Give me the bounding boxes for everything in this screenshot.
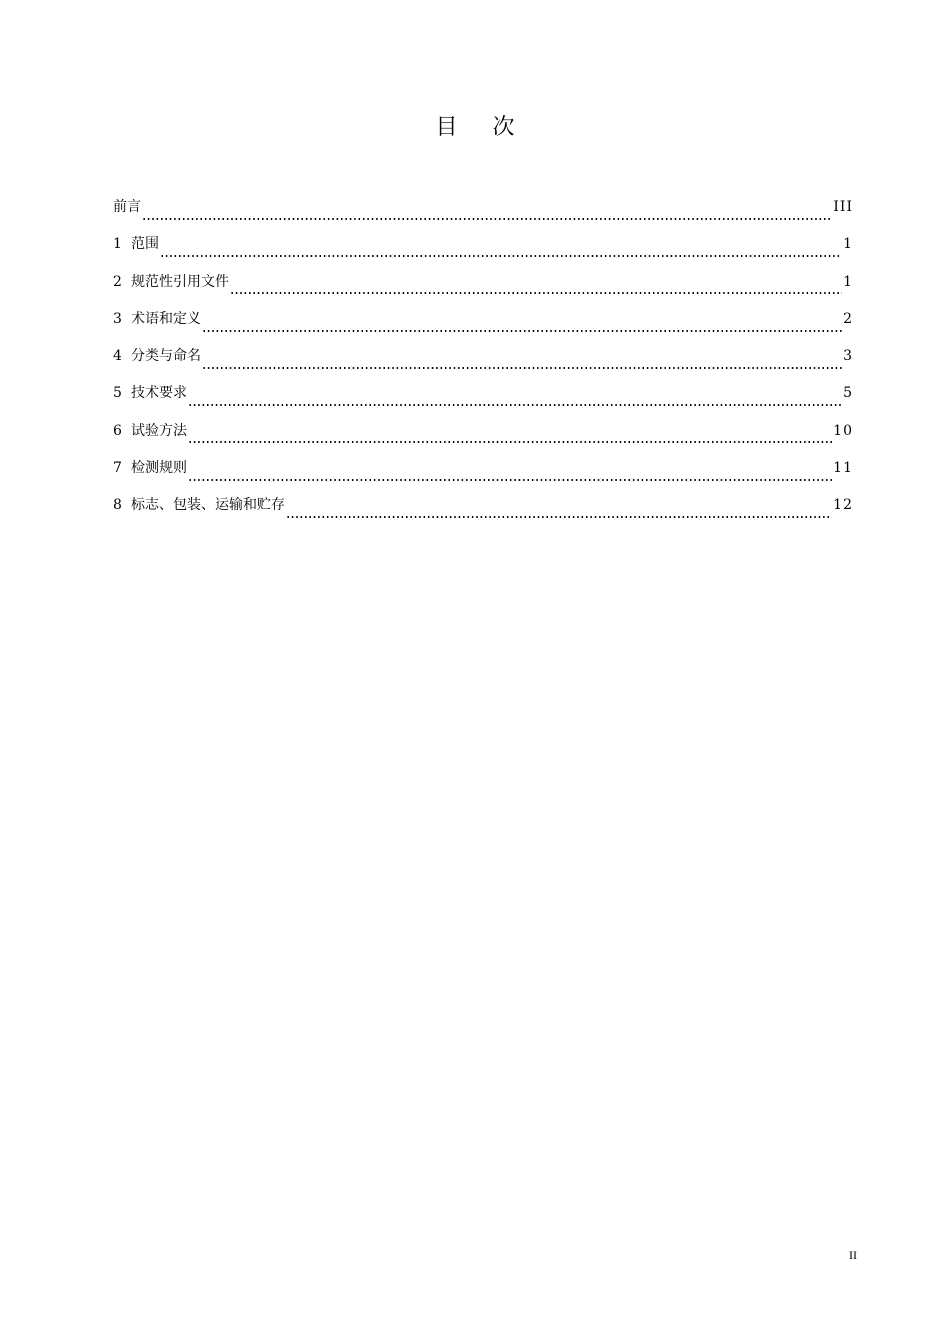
toc-entry-page: 1 bbox=[843, 273, 853, 290]
toc-entry-number: 4 bbox=[113, 348, 122, 365]
toc-entry-preface[interactable] bbox=[113, 197, 853, 234]
dot-leader bbox=[230, 292, 842, 294]
toc-entry-page: 2 bbox=[843, 310, 853, 327]
dot-leader bbox=[160, 255, 842, 257]
page-number: II bbox=[849, 1248, 857, 1262]
toc-entry-number: 6 bbox=[113, 422, 122, 439]
dot-leader bbox=[286, 516, 832, 518]
page-title: 目 次 bbox=[435, 115, 529, 140]
dot-leader bbox=[188, 441, 832, 443]
toc-entry-label: 规范性引用文件 bbox=[131, 273, 229, 290]
toc-entry-page: III bbox=[833, 199, 853, 215]
toc-entry-number: 5 bbox=[113, 385, 122, 402]
toc-entry-page: 11 bbox=[833, 460, 853, 477]
toc-entry-label: 术语和定义 bbox=[131, 310, 201, 327]
dot-leader bbox=[188, 479, 832, 481]
toc-entry-6[interactable] bbox=[113, 421, 853, 458]
toc-entry-label: 技术要求 bbox=[131, 385, 187, 402]
toc-entry-page: 5 bbox=[843, 385, 853, 402]
toc-entry-8[interactable] bbox=[113, 495, 853, 532]
toc-entry-2[interactable] bbox=[113, 272, 853, 309]
toc-entry-page: 10 bbox=[833, 422, 853, 439]
toc-entry-label: 检测规则 bbox=[131, 460, 187, 477]
toc-entry-label: 分类与命名 bbox=[131, 348, 201, 365]
toc-entry-label: 标志、包装、运输和贮存 bbox=[131, 497, 285, 514]
toc-entry-number: 8 bbox=[113, 497, 122, 514]
toc-entry-page: 12 bbox=[833, 497, 853, 514]
toc-entry-page: 1 bbox=[843, 236, 853, 253]
dot-leader bbox=[202, 330, 842, 332]
toc-entry-page: 3 bbox=[843, 348, 853, 365]
toc-entry-4[interactable] bbox=[113, 346, 853, 383]
table-of-contents bbox=[113, 197, 853, 533]
toc-entry-number: 1 bbox=[113, 236, 122, 253]
toc-entry-label: 前言 bbox=[113, 199, 141, 215]
toc-entry-5[interactable] bbox=[113, 383, 853, 420]
toc-entry-1[interactable] bbox=[113, 234, 853, 271]
dot-leader bbox=[188, 404, 842, 406]
toc-entry-number: 2 bbox=[113, 273, 122, 290]
toc-entry-7[interactable] bbox=[113, 458, 853, 495]
dot-leader bbox=[202, 367, 842, 369]
toc-entry-number: 3 bbox=[113, 310, 122, 327]
toc-entry-label: 范围 bbox=[131, 236, 159, 253]
toc-entry-number: 7 bbox=[113, 460, 122, 477]
dot-leader bbox=[142, 218, 832, 220]
toc-entry-3[interactable] bbox=[113, 309, 853, 346]
toc-entry-label: 试验方法 bbox=[131, 422, 187, 439]
